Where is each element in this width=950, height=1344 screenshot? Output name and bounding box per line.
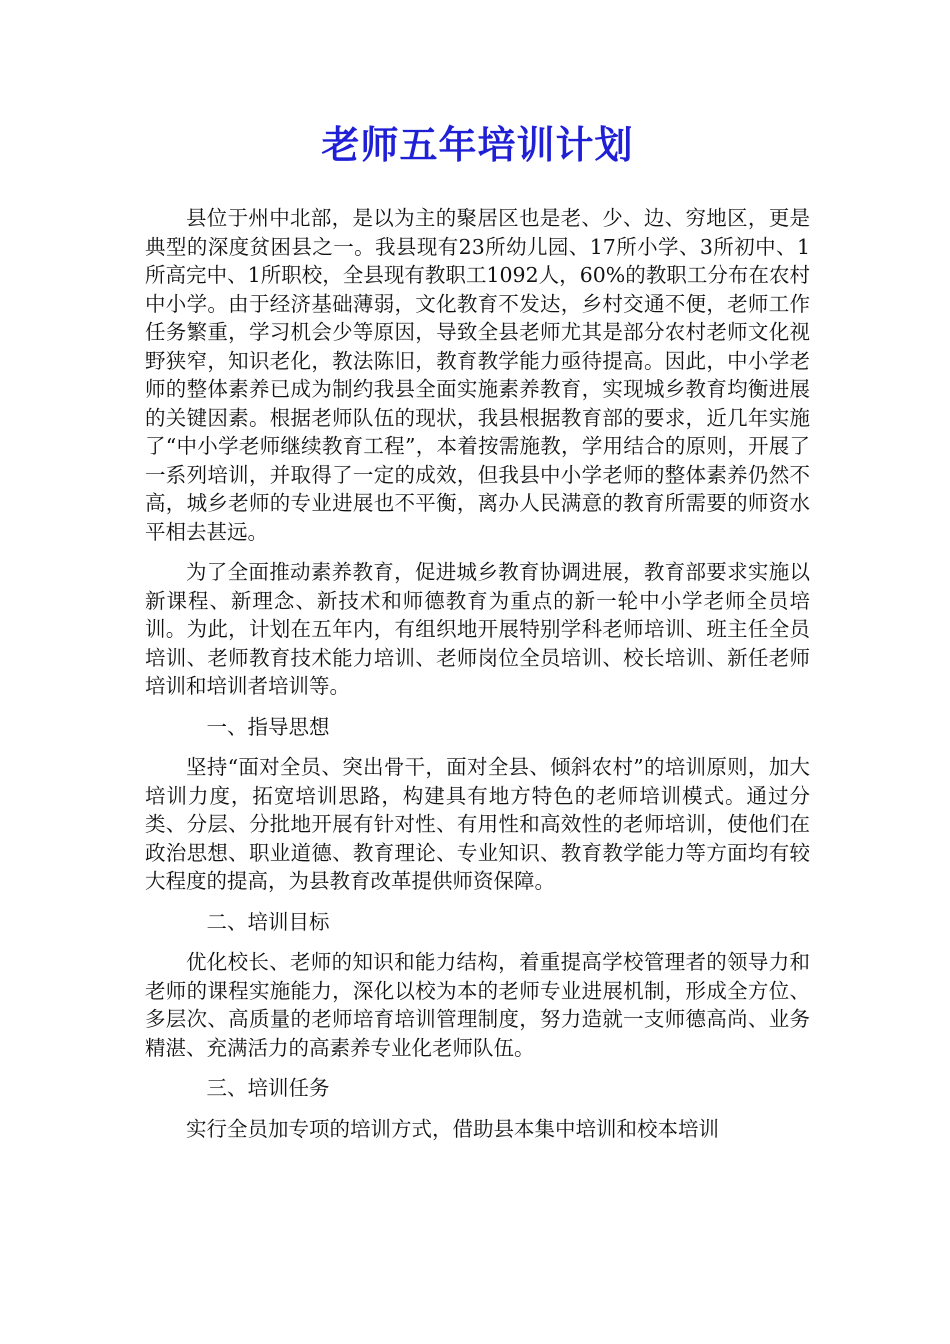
paragraph-plan: 为了全面推动素养教育，促进城乡教育协调进展，教育部要求实施以新课程、新理念、新技术和师德教育为重点的新一轮中小学老师全员培训。为此，计划在五年内，有组织地开展特别学科老师培训、班主任全员培训、老师教育技术能力培训、老师岗位全员培训、校长培训、新任老师培训和培训者培训等。 (145, 560, 810, 698)
document-title: 老师五年培训计划 (321, 123, 634, 167)
paragraph-training-goal: 优化校长、老师的知识和能力结构，着重提高学校管理者的领导力和老师的课程实施能力，深化以校为本的老师专业进展机制，形成全方位、多层次、高质量的老师培育培训管理制度，努力造就一支师德高尚、业务精湛、充满活力的高素养专业化老师队伍。 (145, 950, 810, 1060)
paragraph-guiding-thought: 坚持“面对全员、突出骨干，面对全县、倾斜农村”的培训原则，加大培训力度，拓宽培训思路，构建具有地方特色的老师培训模式。通过分类、分层、分批地开展有针对性、有用性和高效性的老师培训，使他们在政治思想、职业道德、教育理论、专业知识、教育教学能力等方面均有较大程度的提高，为县教育改革提供师资保障。 (145, 755, 810, 893)
document-page (145, 120, 810, 1155)
section-heading-training-goal: 二、培训目标 (206, 909, 330, 934)
section-heading-guiding-thought: 一、指导思想 (206, 714, 330, 739)
paragraph-training-task: 实行全员加专项的培训方式，借助县本集中培训和校本培训 (186, 1116, 719, 1141)
paragraph-intro: 县位于州中北部，是以为主的聚居区也是老、少、边、穷地区，更是典型的深度贫困县之一。我县现有23所幼儿园、17所小学、3所初中、1所高完中、1所职校，全县现有教职工1092人，60%的教职工分布在农村中小学。由于经济基础薄弱，文化教育不发达，乡村交通不便，老师工作任务繁重，学习机会少等原因，导致全县老师尤其是部分农村老师文化视野狭窄，知识老化，教法陈旧，教育教学能力亟待提高。因此，中小学老师的整体素养已成为制约我县全面实施素养教育，实现城乡教育均衡进展的关键因素。根据老师队伍的现状，我县根据教育部的要求，近几年实施了“中小学老师继续教育工程”，本着按需施教，学用结合的原则，开展了一系列培训，并取得了一定的成效，但我县中小学老师的整体素养仍然不高，城乡老师的专业进展也不平衡，离办人民满意的教育所需要的师资水平相去甚远。 (145, 206, 810, 544)
section-heading-training-task: 三、培训任务 (206, 1076, 330, 1100)
